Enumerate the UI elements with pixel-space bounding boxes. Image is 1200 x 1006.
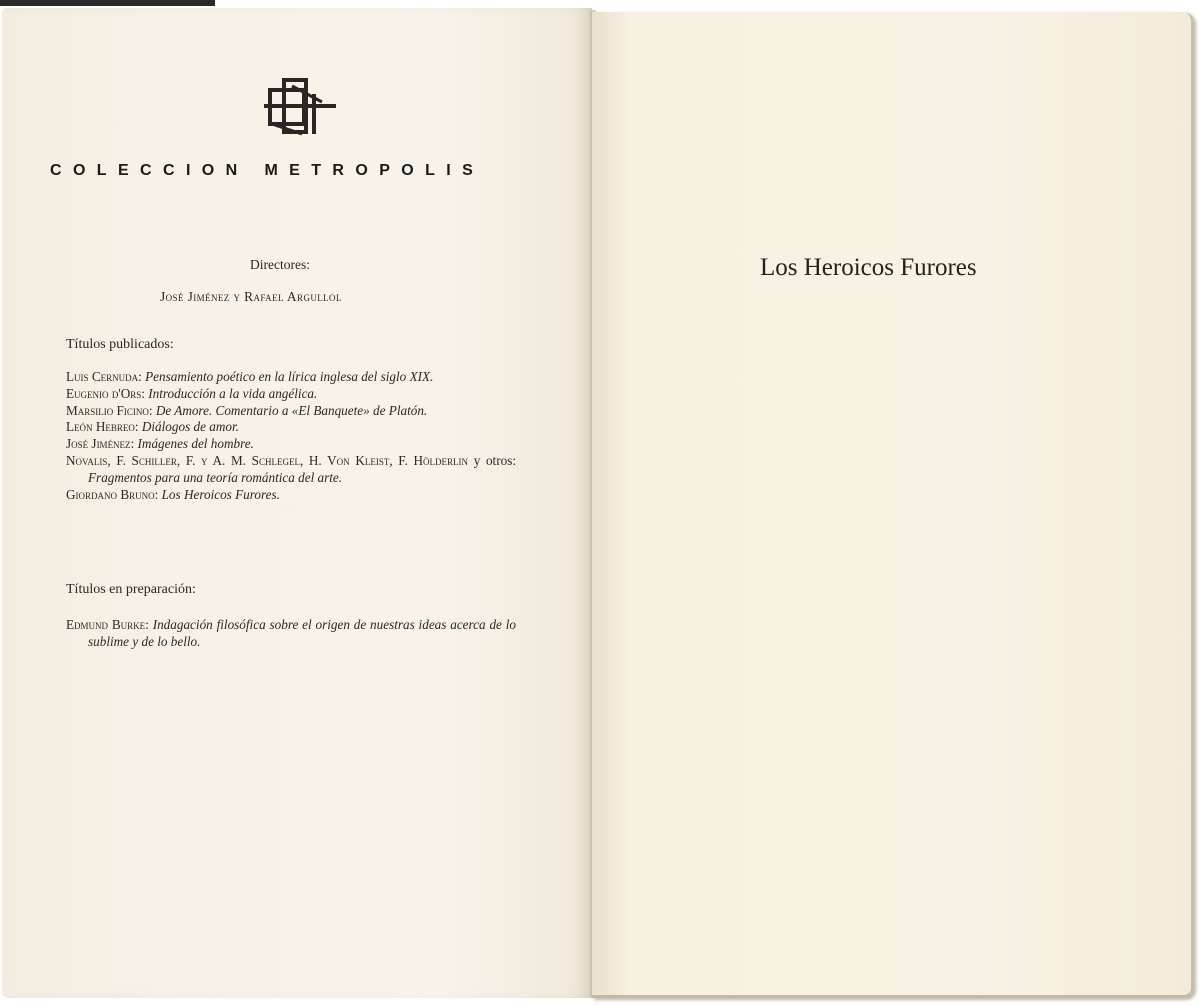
entry-author: Novalis, F. Schiller, F. y A. M. Schlegel, H. Von Kleist, F. Hölderlin <box>66 452 469 468</box>
entry-author: Luis Cernuda <box>66 369 139 384</box>
entry-author: José Jiménez <box>66 436 131 452</box>
list-item <box>66 403 516 420</box>
series-title: COLECCION METROPOLIS <box>50 162 485 179</box>
entry-author: Giordano Bruno <box>66 486 155 502</box>
list-item <box>66 386 516 403</box>
entry-title: Introducción a la vida angélica. <box>148 385 318 401</box>
entry-title: Diálogos de amor. <box>141 419 239 435</box>
entry-separator: : <box>154 486 162 502</box>
entry-separator: : <box>130 436 138 452</box>
entry-title: Los Heroicos Furores. <box>161 486 280 502</box>
list-item <box>66 617 516 651</box>
list-item <box>66 369 516 386</box>
entry-title: Pensamiento poético en la lírica inglesa del siglo XIX. <box>145 369 434 384</box>
entry-author: Edmund Burke <box>66 617 146 632</box>
list-item <box>66 453 516 487</box>
entry-separator: : <box>141 385 149 401</box>
directors-label: Directores: <box>250 257 310 272</box>
entry-separator: : <box>145 617 153 632</box>
entry-title: Imágenes del hombre. <box>137 436 254 452</box>
list-item <box>66 436 516 453</box>
list-item <box>66 487 516 504</box>
published-list <box>66 369 516 503</box>
entry-separator: y otros: <box>468 452 516 468</box>
published-heading: Títulos publicados: <box>66 337 174 352</box>
list-item <box>66 419 516 436</box>
directors-names: José Jiménez y Rafael Argullol <box>160 289 342 304</box>
publisher-logo-icon <box>262 76 340 138</box>
entry-separator: : <box>148 402 156 418</box>
book-title: Los Heroicos Furores <box>760 254 977 281</box>
preparation-heading: Títulos en preparación: <box>66 582 196 597</box>
entry-title: De Amore. Comentario a «El Banquete» de Platón. <box>155 402 428 418</box>
entry-author: León Hebreo <box>66 419 135 435</box>
entry-separator: : <box>138 369 146 384</box>
top-edge-band <box>0 0 215 6</box>
right-page <box>592 12 1194 998</box>
preparation-list <box>66 617 516 651</box>
entry-author: Marsilio Ficino <box>66 402 149 418</box>
entry-author: Eugenio d'Ors <box>66 385 142 401</box>
entry-title: Fragmentos para una teoría romántica del arte. <box>88 469 343 485</box>
entry-title: Indagación filosófica sobre el origen de nuestras ideas acerca de lo sublime y de lo bello. <box>88 617 516 649</box>
entry-separator: : <box>134 419 142 435</box>
